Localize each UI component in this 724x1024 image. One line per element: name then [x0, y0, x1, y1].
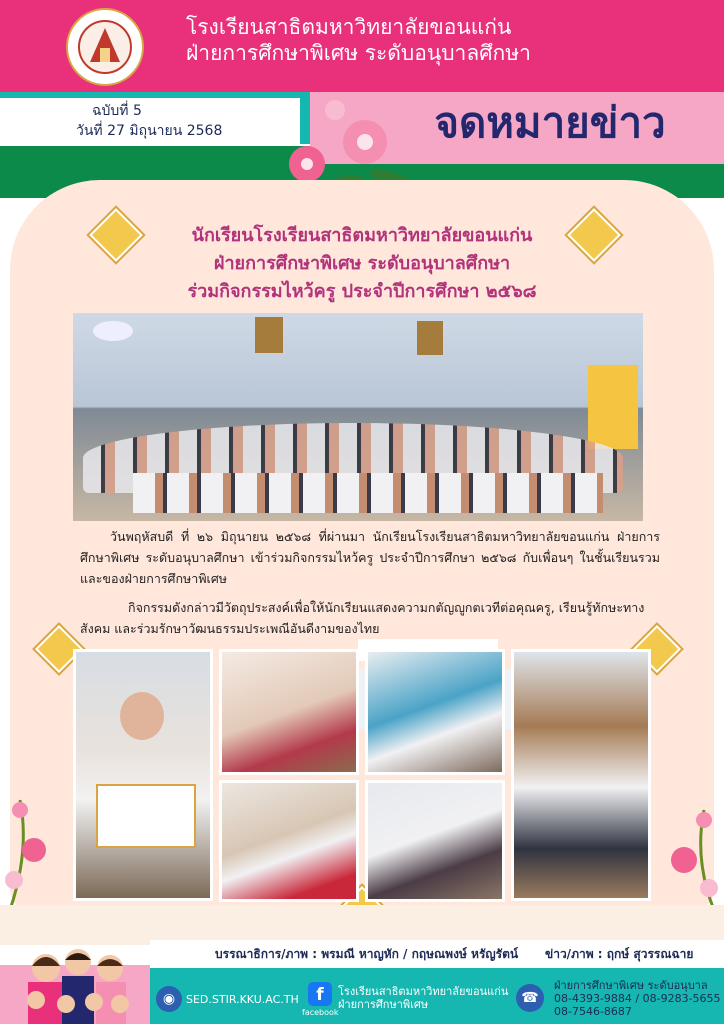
news-credit: ข่าว/ภาพ : ฤกษ์ สุวรรณฉาย: [545, 947, 694, 961]
photo-certificate: [96, 784, 196, 848]
phone-icon: ☎: [516, 984, 544, 1012]
logo-emblem-icon: [78, 20, 132, 74]
portrait-frame-right: [417, 321, 443, 355]
facebook-page-name[interactable]: โรงเรียนสาธิตมหาวิทยาลัยขอนแก่น ฝ่ายการศึกษาพิเศษ: [338, 985, 509, 1011]
photo-teacher-student-1: [219, 649, 359, 775]
photo-teacher-blue: [365, 649, 505, 775]
photo-teacher-black: [365, 780, 505, 902]
headline: [100, 222, 624, 306]
photo-teacher-student-2: [219, 780, 359, 902]
headline-line3: ร่วมกิจกรรมไหว้ครู ประจำปีการศึกษา ๒๕๖๘: [187, 281, 537, 302]
globe-icon: ◉: [156, 986, 182, 1012]
issue-number: ฉบับที่ 5: [92, 103, 142, 119]
newsletter-title: จดหมายข่าว: [434, 98, 666, 147]
ceiling-fan: [93, 321, 133, 341]
body-paragraph-1: วันพฤหัสบดี ที่ ๒๖ มิถุนายน ๒๕๖๘ ที่ผ่านมา นักเรียนโรงเรียนสาธิตมหาวิทยาลัยขอนแก่น ฝ่ายการศึกษาพิเศษ ระดับอนุบาลศึกษา เข้าร่วมกิจกรรมไหว้ครู ประจำปีการศึกษา ๒๕๖๘ กับเพื่อนๆ ในชั้นเรียนรวม และของฝ่ายการศึกษาพิเศษ: [80, 529, 660, 586]
flower-sprig-right-icon: [654, 800, 724, 910]
issue-date: วันที่ 27 มิถุนายน 2568: [76, 123, 223, 139]
wall-poster: [588, 365, 638, 449]
photo-face: [120, 692, 164, 740]
portrait-frame-left: [255, 317, 283, 353]
website-link[interactable]: SED.STIR.KKU.AC.TH: [186, 993, 299, 1006]
footer-cream-band: [0, 905, 724, 945]
headline-line2: ฝ่ายการศึกษาพิเศษ ระดับอนุบาลศึกษา: [213, 253, 511, 274]
editor-credit: บรรณาธิการ/ภาพ : พรมณี หาญหัก / กฤษณพงษ์ หรัญรัตน์: [215, 947, 519, 961]
contact-info: ฝ่ายการศึกษาพิเศษ ระดับอนุบาล 08-4393-9884 / 08-9283-5655 08-7546-8687: [554, 979, 721, 1018]
school-name-line1: โรงเรียนสาธิตมหาวิทยาลัยขอนแก่น: [186, 15, 512, 39]
school-name-line2: ฝ่ายการศึกษาพิเศษ ระดับอนุบาลศึกษา: [186, 41, 531, 65]
school-name: [186, 14, 706, 66]
photo-students-garlands: [511, 649, 651, 901]
seated-students: [133, 473, 603, 513]
group-photo: [73, 313, 643, 521]
family-mascot-icon: [16, 948, 138, 1024]
facebook-label: facebook: [302, 1008, 339, 1017]
photo-boy-certificate: [73, 649, 213, 901]
facebook-icon[interactable]: f: [308, 982, 332, 1006]
school-logo: [66, 8, 144, 86]
flower-sprig-left-icon: [0, 790, 70, 910]
body-paragraph-2: กิจกรรมดังกล่าวมีวัตถุประสงค์เพื่อให้นักเรียนแสดงความกตัญญูกตเวทีต่อคุณครู, เรียนรู้ทักษะทางสังคม และร่วมรักษาวัฒนธรรมประเพณีอันดีงามของไทย: [80, 600, 645, 636]
headline-line1: นักเรียนโรงเรียนสาธิตมหาวิทยาลัยขอนแก่น: [191, 225, 533, 246]
